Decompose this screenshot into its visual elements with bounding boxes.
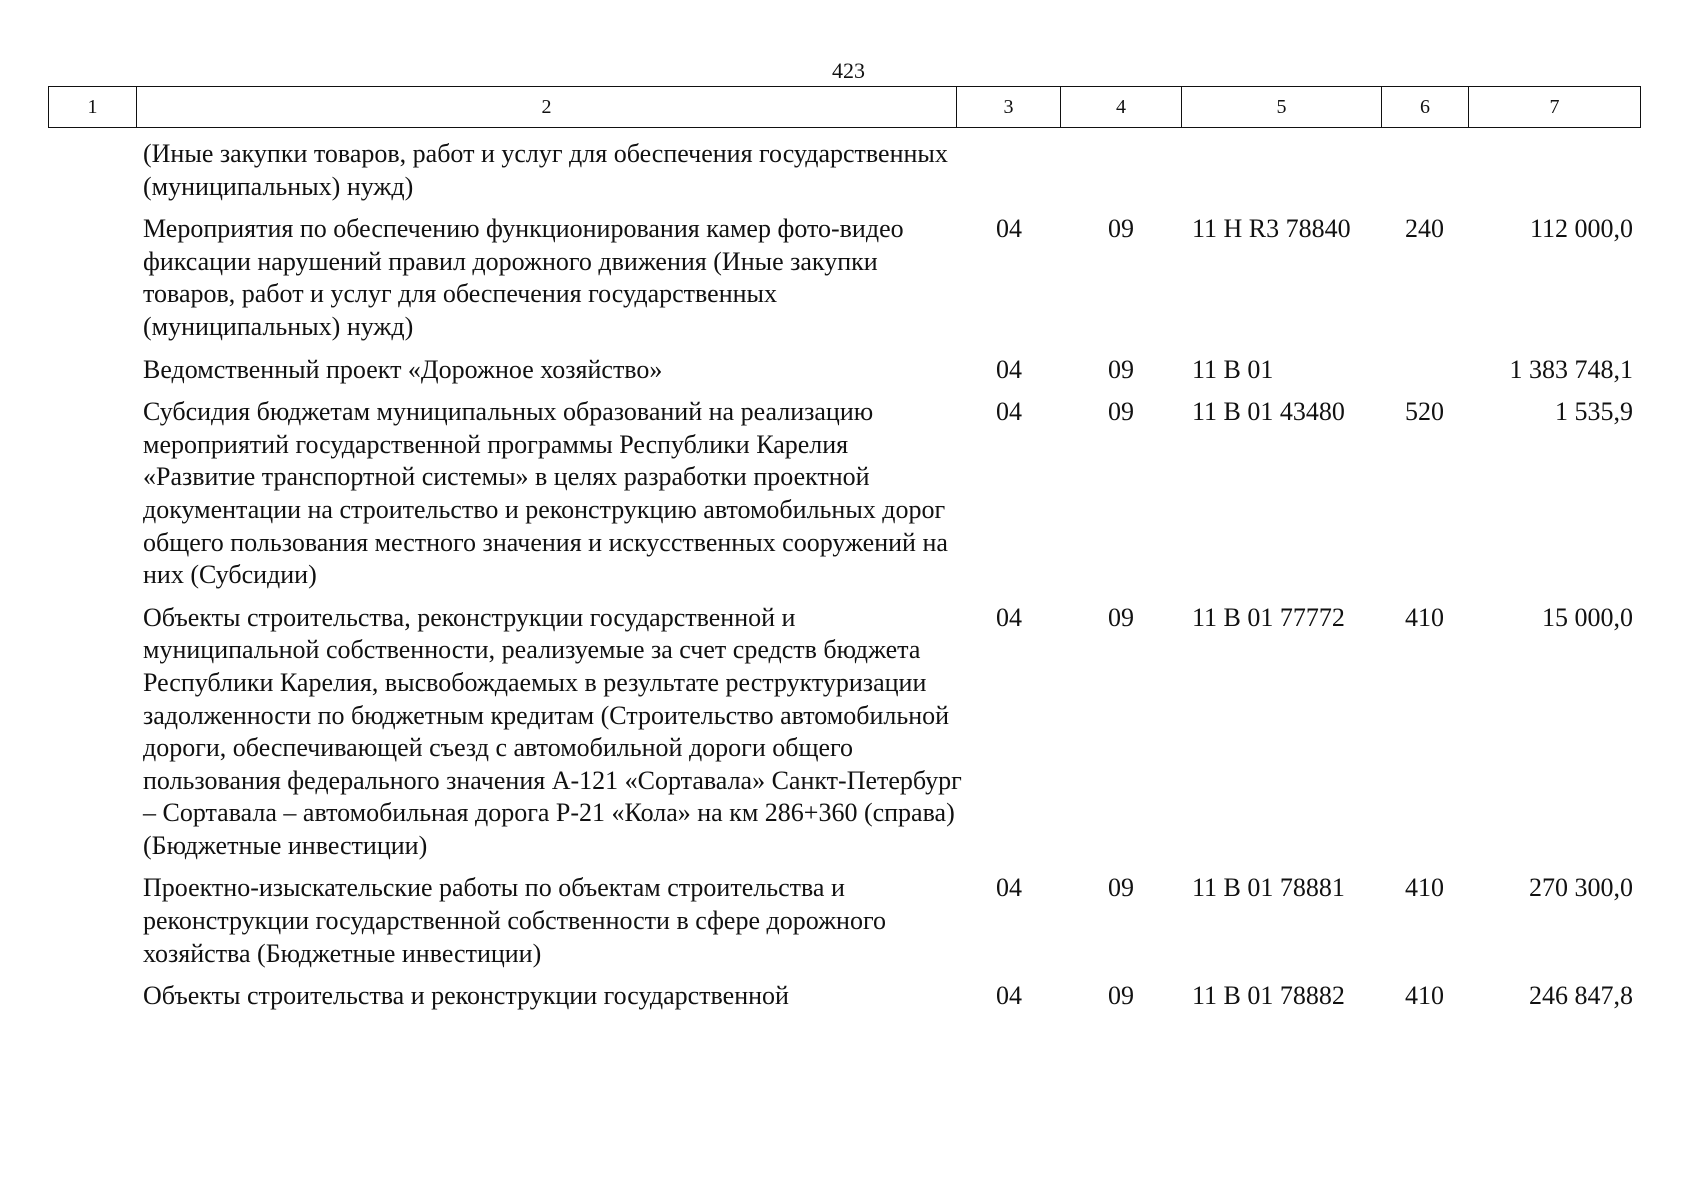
budget-table-body: [0, 138, 1697, 1023]
row-section-code: 04: [996, 981, 1022, 1011]
row-amount: 270 300,0: [1529, 873, 1633, 903]
column-header-4: 4: [1061, 87, 1182, 128]
column-header-6: 6: [1382, 87, 1469, 128]
row-description: Объекты строительства и реконструкции государственной: [143, 981, 789, 1011]
column-header-table: [48, 86, 1641, 128]
column-header-7: 7: [1469, 87, 1641, 128]
row-target-code: 11 В 01 77772: [1192, 602, 1345, 632]
row-description: Мероприятия по обеспечению функционирования камер фото-видео фиксации нарушений правил дорожного движения (Иные закупки товаров, работ и услуг для обеспечения государственных (муниципальных) нужд): [143, 214, 904, 341]
row-subsection-code: 09: [1108, 354, 1134, 384]
row-section-code: 04: [996, 354, 1022, 384]
table-row: [0, 872, 1697, 970]
row-description: Ведомственный проект «Дорожное хозяйство»: [143, 354, 663, 384]
row-description: (Иные закупки товаров, работ и услуг для обеспечения государственных (муниципальных) нужд): [143, 139, 948, 201]
column-header-row: [49, 87, 1641, 128]
row-section-code: 04: [996, 602, 1022, 632]
column-header-5: 5: [1182, 87, 1382, 128]
table-row: [0, 354, 1697, 387]
row-description: Объекты строительства, реконструкции государственной и муниципальной собственности, реализуемые за счет средств бюджета Республики Карелия, высвобождаемых в результате реструктуризации задолженности по бюджетным кредитам (Строительство автомобильной дороги, обеспечивающей съезд с автомобильной дороги общего пользования федерального значения А-121 «Сортавала» Санкт-Петербург – Сортавала – автомобильная дорога Р-21 «Кола» на км 286+360 (справа) (Бюджетные инвестиции): [143, 602, 962, 860]
row-section-code: 04: [996, 397, 1022, 427]
row-target-code: 11 В 01 78882: [1192, 981, 1345, 1011]
row-amount: 246 847,8: [1529, 981, 1633, 1011]
row-subsection-code: 09: [1108, 397, 1134, 427]
row-subsection-code: 09: [1108, 873, 1134, 903]
row-amount: 15 000,0: [1542, 602, 1633, 632]
table-row: [0, 396, 1697, 592]
column-header-3: 3: [957, 87, 1061, 128]
column-header-2: 2: [137, 87, 957, 128]
table-row: [0, 602, 1697, 863]
page-number: 423: [832, 58, 865, 83]
row-expense-type: 410: [1405, 602, 1444, 632]
column-header-1: 1: [49, 87, 137, 128]
row-subsection-code: 09: [1108, 214, 1134, 244]
table-row: [0, 980, 1697, 1013]
row-expense-type: 520: [1405, 397, 1444, 427]
row-subsection-code: 09: [1108, 602, 1134, 632]
row-description: Проектно-изыскательские работы по объектам строительства и реконструкции государственной собственности в сфере дорожного хозяйства (Бюджетные инвестиции): [143, 873, 886, 968]
row-amount: 1 383 748,1: [1509, 354, 1633, 384]
row-target-code: 11 В 01 78881: [1192, 873, 1345, 903]
row-subsection-code: 09: [1108, 981, 1134, 1011]
row-amount: 112 000,0: [1529, 214, 1633, 244]
row-target-code: 11 В 01 43480: [1192, 397, 1345, 427]
row-section-code: 04: [996, 214, 1022, 244]
row-description: Субсидия бюджетам муниципальных образований на реализацию мероприятий государственной программы Республики Карелия «Развитие транспортной системы» в целях разработки проектной документации на строительство и реконструкцию автомобильных дорог общего пользования местного значения и искусственных сооружений на них (Субсидии): [143, 397, 948, 590]
row-section-code: 04: [996, 873, 1022, 903]
table-row: [0, 213, 1697, 343]
row-amount: 1 535,9: [1555, 397, 1633, 427]
table-row: [0, 138, 1697, 203]
row-target-code: 11 Н R3 78840: [1192, 214, 1351, 244]
row-expense-type: 240: [1405, 214, 1444, 244]
row-target-code: 11 В 01: [1192, 354, 1274, 384]
row-expense-type: 410: [1405, 981, 1444, 1011]
row-expense-type: 410: [1405, 873, 1444, 903]
